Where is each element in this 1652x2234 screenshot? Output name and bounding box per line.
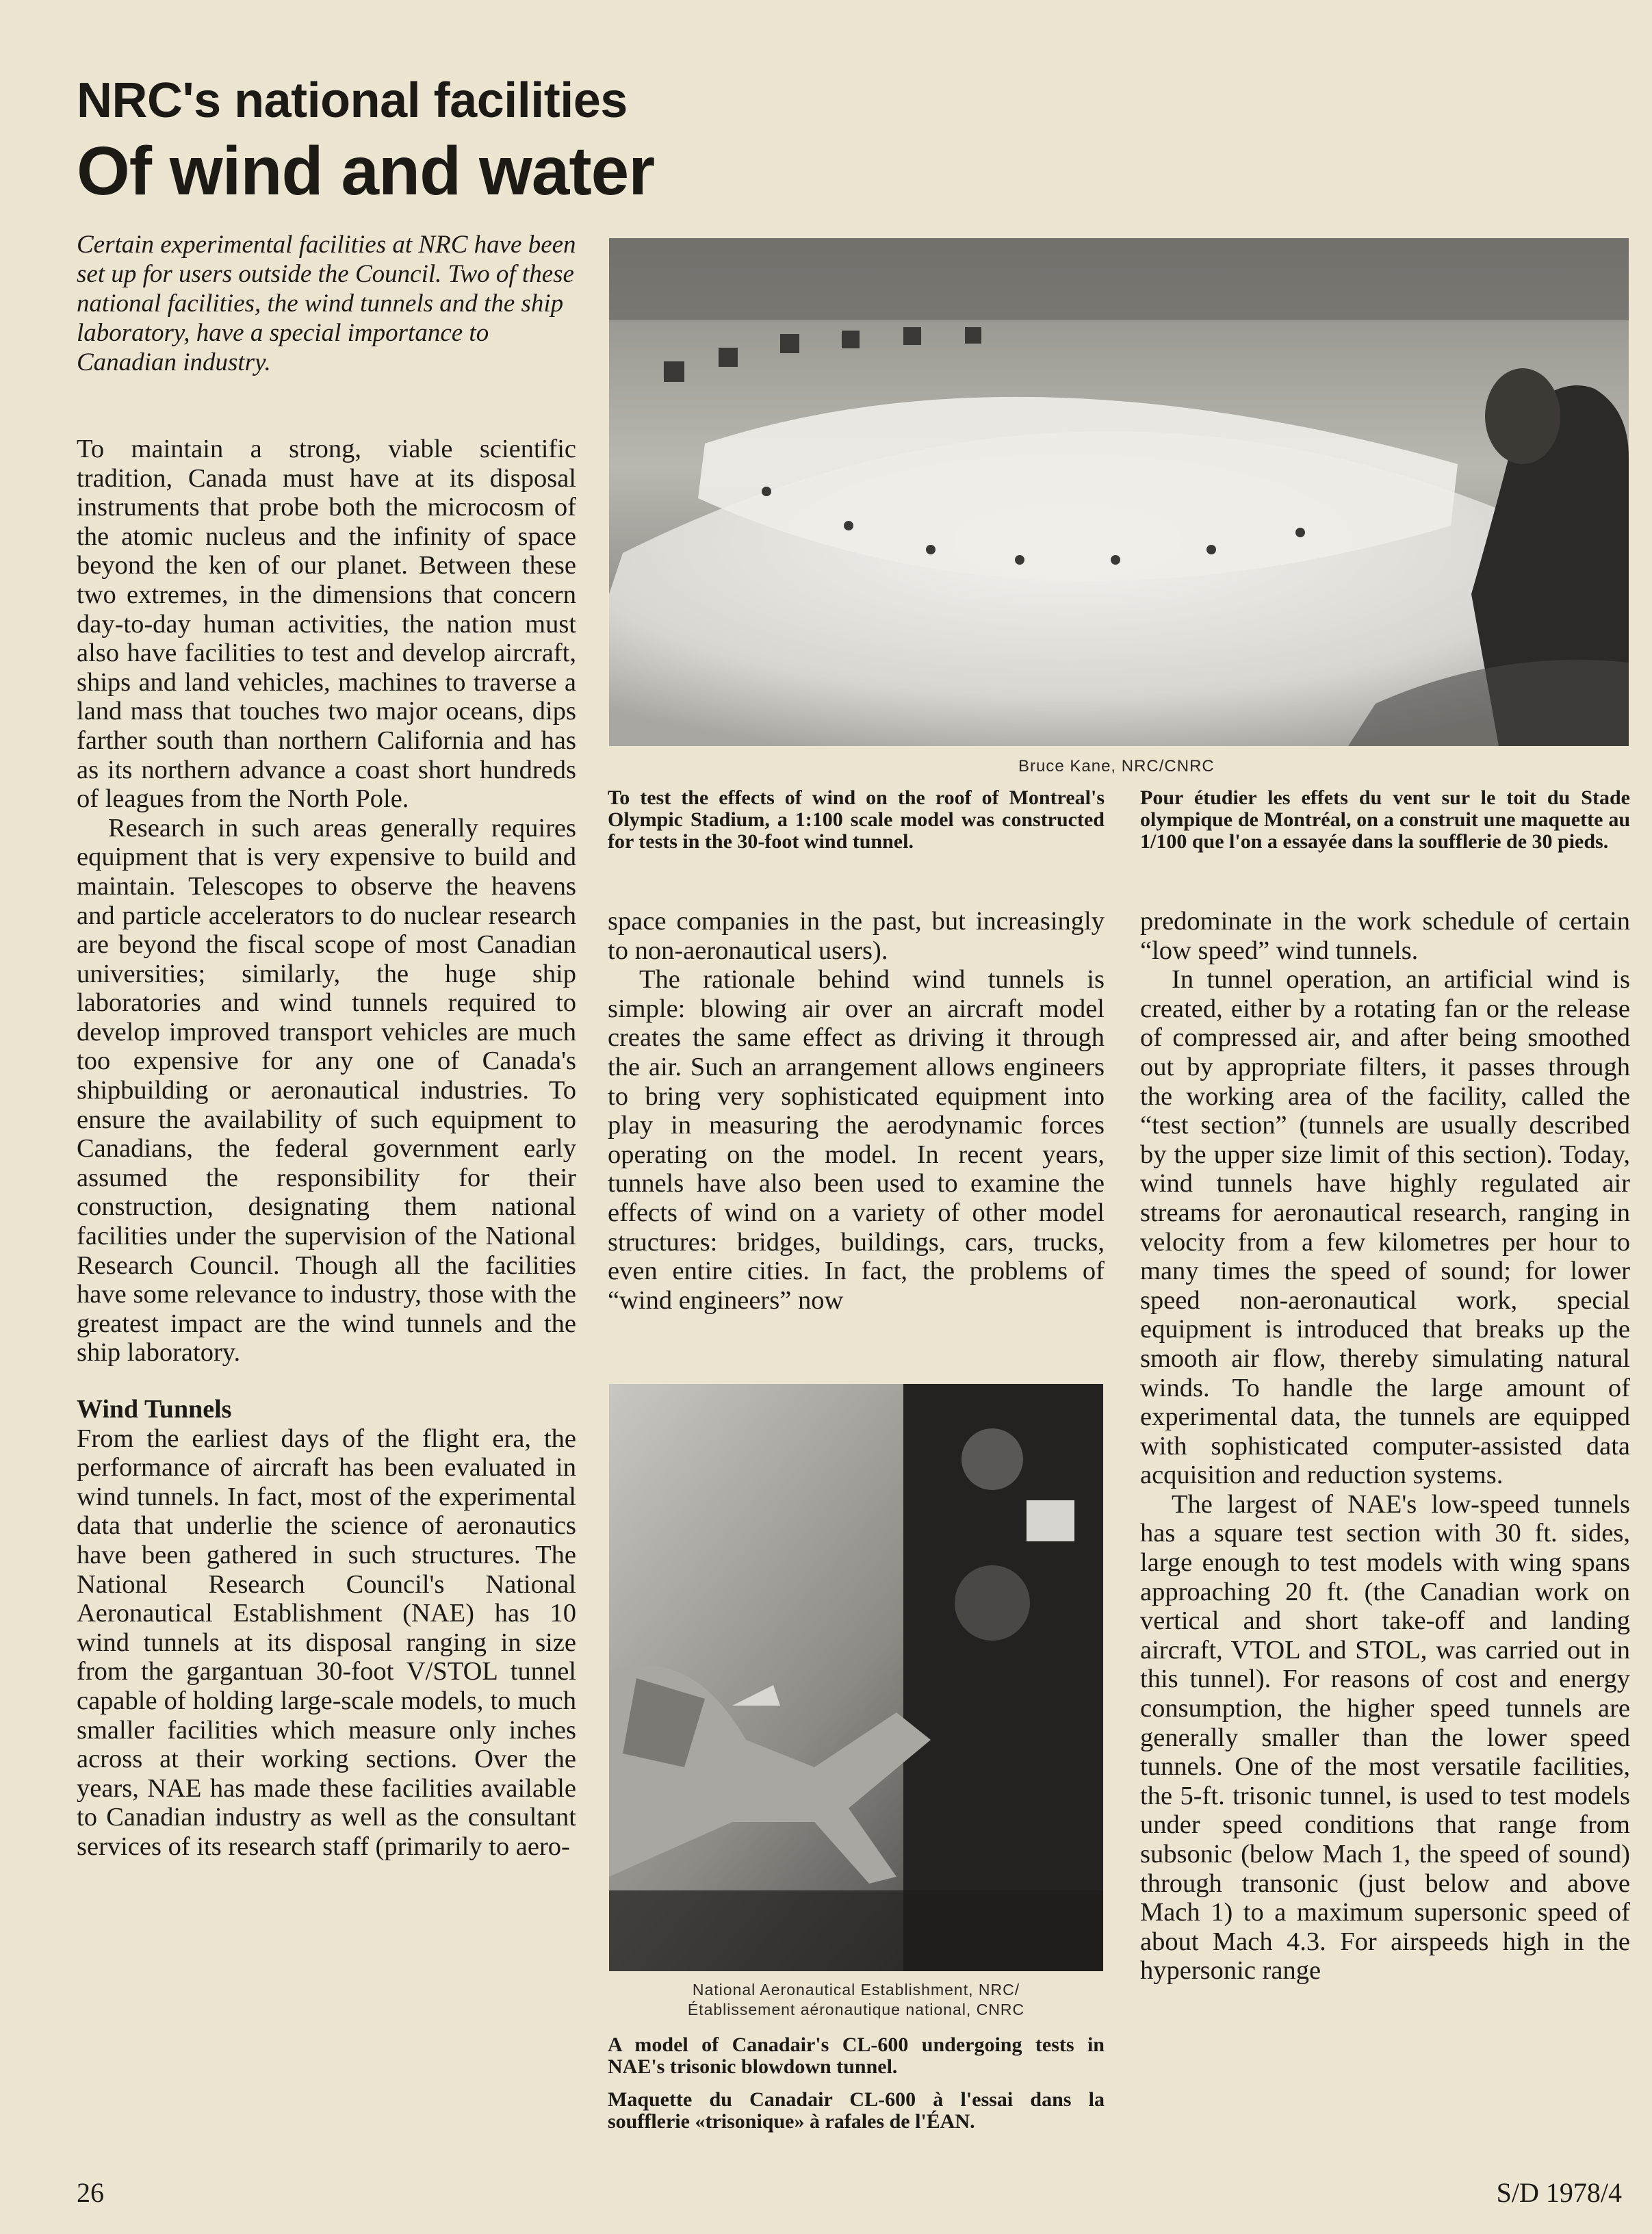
article-column-3 [1140, 907, 1630, 1986]
headline-main: Of wind and water [77, 133, 655, 209]
cl600-model-photo [609, 1384, 1103, 1971]
body-paragraph: In tunnel operation, an artificial wind is created, either by a rotating fan or the release of compressed air, and after being smoothed out by appropriate filters, it passes through the working area of the facility, called the “test section” (tunnels are usually described by the upper size limit of this section). Today, wind tunnels have highly regulated air streams for aeronautical research, ranging in velocity from a few kilometres per hour to many times the speed of sound; for lower speed non-aeronautical work, special equipment is introduced that breaks up the smooth air flow, thereby simulating natural winds. To handle the large amount of experimental data, the tunnels are equipped with sophisticated computer-assisted data acquisition and reduction systems. [1140, 965, 1630, 1490]
page-number: 26 [77, 2177, 104, 2208]
body-paragraph: To maintain a strong, viable scientific tradition, Canada must have at its disposal instruments that probe both the microcosm of the atomic nucleus and the infinity of space beyond the ken of our planet. Between these two extremes, in the dimensions that concern day-to-day human activities, the nation must also have facilities to test and develop aircraft, ships and land vehicles, machines to traverse a land mass that touches two major oceans, dips farther south than northern California and has as its northern advance a coast short hundreds of leagues from the North Pole. [77, 435, 576, 814]
body-paragraph: space companies in the past, but increasingly to non-aeronautical users). [608, 907, 1105, 965]
photo-caption-french: Pour étudier les effets du vent sur le toit du Stade olympique de Montréal, on a construit une maquette au 1/100 que l'on a essayée dans la soufflerie de 30 pieds. [1140, 786, 1630, 853]
article-column-1 [77, 435, 576, 1862]
body-paragraph: The largest of NAE's low-speed tunnels has a square test section with 30 ft. sides, large enough to test models with wing spans approaching 20 ft. (the Canadian work on vertical and short take-off and landing aircraft, VTOL and STOL, was carried out in this tunnel). For reasons of cost and energy consumption, the higher speed tunnels are generally smaller than the lower speed tunnels. One of the most versatile facilities, the 5-ft. trisonic tunnel, is used to test models under speed conditions that range from subsonic (below Mach 1, the speed of sound) through transonic (just below and above Mach 1) to a maximum supersonic speed of about Mach 4.3. For airspeeds high in the hypersonic range [1140, 1489, 1630, 1986]
stadium-roof-model-photo [609, 238, 1629, 746]
body-paragraph: Research in such areas generally requires equipment that is very expensive to build and maintain. Telescopes to observe the heavens and particle accelerators to do nuclear research are beyond the fiscal scope of most Canadian universities; similarly, the huge ship laboratories and wind tunnels required to develop improved transport vehicles are much too expensive for any one of Canada's shipbuilding or aeronautical industries. To ensure the availability of such equipment to Canadians, the federal government early assumed the responsibility for their construction, designating them national facilities under the supervision of the National Research Council. Though all the facilities have some relevance to industry, those with the greatest impact are the wind tunnels and the ship laboratory. [77, 813, 576, 1368]
body-paragraph: From the earliest days of the flight era, the performance of aircraft has been evaluated in wind tunnels. In fact, most of the experimental data that underlie the science of aeronautics have been gathered in such structures. The National Research Council's National Aeronautical Establishment (NAE) has 10 wind tunnels at its disposal ranging in size from the gargantuan 30-foot V/STOL tunnel capable of holding large-scale models, to much smaller facilities which measure only inches across at their working sections. Over the years, NAE has made these facilities available to Canadian industry as well as the consultant services of its research staff (primarily to aero- [77, 1424, 576, 1861]
photo-caption-english: A model of Canadair's CL-600 undergoing tests in NAE's trisonic blowdown tunnel. [608, 2033, 1105, 2078]
photo-caption-english: To test the effects of wind on the roof of Montreal's Olympic Stadium, a 1:100 scale model was constructed for tests in the 30-foot wind tunnel. [608, 786, 1105, 853]
body-paragraph: The rationale behind wind tunnels is simple: blowing air over an aircraft model creates the same effect as driving it through the air. Such an arrangement allows engineers to bring very sophisticated equipment into play in measuring the aerodynamic forces operating on the model. In recent years, tunnels have also been used to examine the effects of wind on a variety of other model structures: bridges, buildings, cars, trucks, even entire cities. In fact, the problems of “wind engineers” now [608, 965, 1105, 1315]
body-paragraph: predominate in the work schedule of certain “low speed” wind tunnels. [1140, 907, 1630, 965]
photo-credit-line: National Aeronautical Establishment, NRC/ [692, 1981, 1020, 1999]
headline-kicker: NRC's national facilities [77, 73, 628, 128]
lead-paragraph: Certain experimental facilities at NRC have been set up for users outside the Council. Two of these national facilities, the wind tunnels and the ship laboratory, have a special importance to Canadian industry. [77, 231, 576, 376]
section-subhead: Wind Tunnels [77, 1395, 232, 1424]
issue-label: S/D 1978/4 [1496, 2177, 1622, 2208]
photo-credit: Bruce Kane, NRC/CNRC [1018, 757, 1215, 775]
article-column-2 [608, 907, 1105, 1315]
photo-credit-line: Établissement aéronautique national, CNRC [687, 2001, 1025, 2018]
photo-credit [608, 1980, 1105, 2020]
photo-caption-french: Maquette du Canadair CL-600 à l'essai dans la soufflerie «trisonique» à rafales de l'ÉAN. [608, 2088, 1105, 2133]
